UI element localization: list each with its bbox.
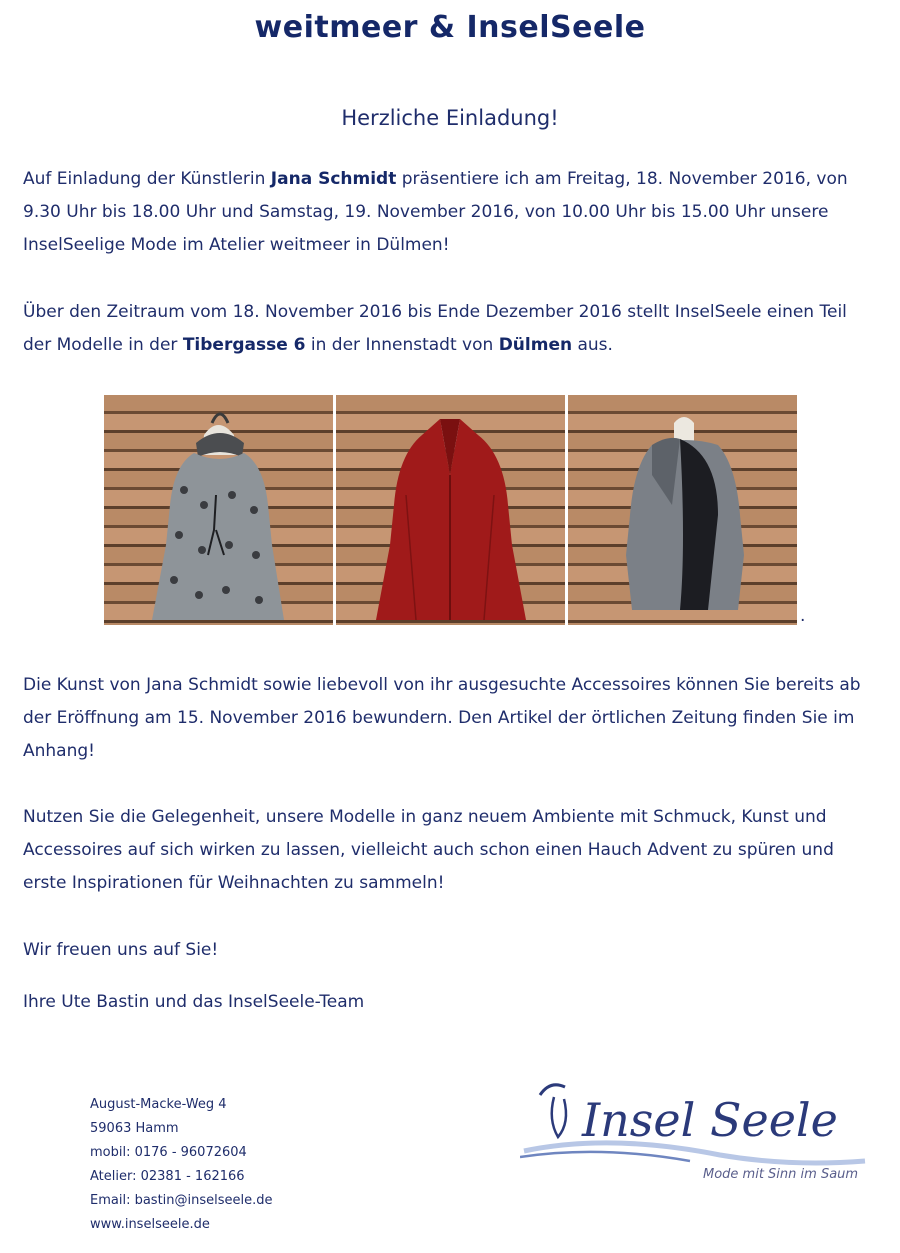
- photo-trailing-dot: .: [800, 606, 806, 626]
- contact-mobile: mobil: 0176 - 96072604: [90, 1145, 247, 1160]
- text: in der Innenstadt von: [305, 335, 499, 355]
- text: präsentiere ich am Freitag, 18. November 2016, von 9.30 Uhr bis 18.00 Uhr und Samstag, 19. November 2016, von 10.00 Uhr bis 15.00 Uhr unsere InselSeelige Mode im Atelier weitmeer in Dülmen!: [23, 169, 848, 255]
- logo-tagline: Mode mit Sinn im Saum: [703, 1167, 859, 1182]
- paragraph-invitation: [23, 163, 873, 262]
- coat-photo-black-grey: [568, 395, 797, 625]
- artist-name: Jana Schmidt: [270, 169, 397, 189]
- paragraph-exhibition: [23, 296, 873, 362]
- closing-greeting: Wir freuen uns auf Sie!: [23, 940, 219, 960]
- paragraph-art: Die Kunst von Jana Schmidt sowie liebevoll von ihr ausgesuchte Accessoires können Sie bereits ab der Eröffnung am 15. November 2016 bewundern. Den Artikel der örtlichen Zeitung finden Sie im Anhang!: [23, 675, 861, 761]
- invitation-heading: Herzliche Einladung!: [341, 106, 559, 130]
- page-title: weitmeer & InselSeele: [254, 10, 646, 45]
- text: aus.: [572, 335, 613, 355]
- paragraph-opportunity: Nutzen Sie die Gelegenheit, unsere Modelle in ganz neuem Ambiente mit Schmuck, Kunst und Accessoires auf sich wirken zu lassen, vielleicht auch schon einen Hauch Advent zu spüren und erste Inspirationen für Weihnachten zu sammeln!: [23, 807, 834, 893]
- address-town: Dülmen: [498, 335, 573, 355]
- coat-photo-grey: [104, 395, 333, 625]
- signature-line: Ihre Ute Bastin und das InselSeele-Team: [23, 992, 365, 1012]
- contact-website[interactable]: www.inselseele.de: [90, 1217, 210, 1232]
- address-street: Tibergasse 6: [182, 335, 306, 355]
- text: Über den Zeitraum vom 18. November 2016 bis Ende Dezember 2016 stellt InselSeele einen Teil der Modelle in der: [23, 302, 847, 355]
- logo-wordmark: Insel Seele: [582, 1093, 838, 1147]
- text: Auf Einladung der Künstlerin: [23, 169, 271, 189]
- contact-block: [90, 1093, 273, 1237]
- contact-email[interactable]: Email: bastin@inselseele.de: [90, 1193, 273, 1208]
- inselseele-logo: [520, 1075, 870, 1195]
- contact-street: August-Macke-Weg 4: [90, 1097, 227, 1112]
- contact-city: 59063 Hamm: [90, 1121, 179, 1136]
- contact-atelier: Atelier: 02381 - 162166: [90, 1169, 245, 1184]
- coat-photo-red: [336, 395, 565, 625]
